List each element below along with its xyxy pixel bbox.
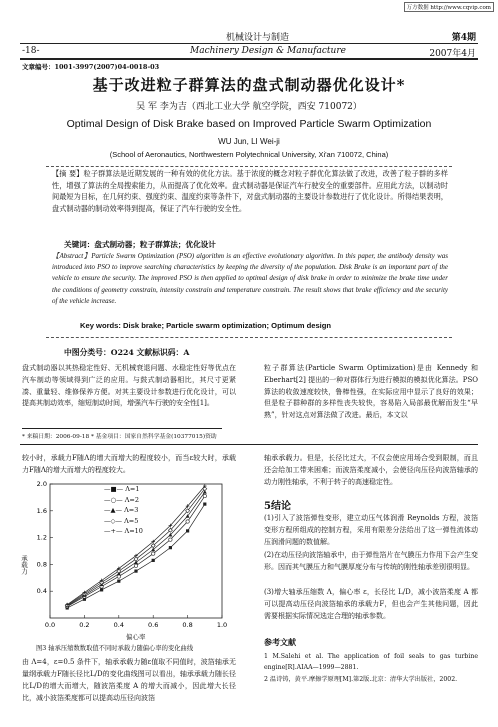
page-number: -18- bbox=[22, 46, 40, 56]
x-tick-label: 1.0 bbox=[216, 621, 228, 629]
x-tick-label: 0.0 bbox=[44, 621, 56, 629]
data-point bbox=[169, 546, 172, 549]
chart-ylabel: 承载力 bbox=[20, 555, 28, 575]
y-tick-label: 1.2 bbox=[36, 533, 47, 542]
x-tick-label: 0.2 bbox=[79, 621, 90, 629]
authors-en: WU Jun, LI Wei-ji bbox=[218, 137, 280, 146]
reference-2: 2 温诗铸，黄平.摩擦学原理[M].第2版.北京：清华大学出版社，2002. bbox=[264, 676, 458, 683]
section-5-heading: 5结论 bbox=[264, 501, 291, 512]
data-point bbox=[152, 559, 155, 562]
journal-name-cn: 机械设计与制造 bbox=[226, 33, 290, 43]
data-point bbox=[203, 494, 206, 497]
keywords-cn: 关键词：盘式制动器；粒子群算法；优化设计 bbox=[64, 240, 216, 249]
legend-entry: —■— Λ=1 bbox=[104, 485, 140, 493]
y-tick-label: 2.0 bbox=[36, 480, 47, 488]
watermark-stamp: 万方数据 http://www.cqvip.com bbox=[404, 2, 494, 12]
chart-xlabel: 偏心率 bbox=[126, 633, 146, 641]
conclusion-3: (3)增大轴承压缩数 Λ，偏心率 ε，长径比 L/D，减小波箔柔度 A 都可以提高动压径向波箔轴承的承载力F，但也会产生其他问题，因此需要根据实际情况选定合理的轴承参数。 bbox=[264, 588, 478, 620]
y-tick-label: 0.8 bbox=[36, 560, 47, 569]
conclusion-1: (1)引入了波箔弹性变形，建立动压气体润滑 Reynolds 方程，波箔变形方程所组成的控制方程，采用有限差分法给出了这一弹性流体动压润滑问题的数值解。 bbox=[264, 514, 478, 546]
data-point bbox=[152, 552, 155, 555]
issue-label: 第4期 bbox=[451, 33, 476, 43]
classification: 中图分类号：O224 文献标识码：A bbox=[64, 348, 190, 357]
conclusion-2: (2)在动压径向波箔轴承中，由于弹性箔片在气膜压力作用下会产生变形。因而其气膜压力和气膜厚度分布与传统的刚性轴承差别很明显。 bbox=[264, 551, 478, 571]
data-point bbox=[186, 520, 189, 523]
chart-legend bbox=[104, 484, 143, 537]
x-tick-label: 0.6 bbox=[148, 621, 159, 629]
data-point bbox=[169, 538, 172, 541]
footnote: * 来稿日期：2006-09-18 * 基金项目：国家自然科学基金(10377015)资助 bbox=[22, 434, 217, 440]
y-tick-label: 1.6 bbox=[36, 506, 47, 515]
abstract-cn: 【摘 要】粒子群算法是近期发展的一种有效的优化方法。基于浓度的概念对粒子群优化算法做了改进，改善了粒子群的多样性，增强了算法的全局搜索能力，从而提高了优化效率。盘式制动器是保证汽车行驶安全的重要部件。应用此方法，以制动时间最短为目标，在几何约束、强度约束、温度约束等条件下，对盘式制动器的主要设计参数进行了优化设计。所得结果表明，盘式制动器的制动效率得到提高，保证了汽车行驶的安全性。 bbox=[52, 169, 448, 213]
data-point bbox=[100, 588, 103, 591]
data-point bbox=[134, 570, 137, 573]
legend-entry: —+— Λ=10 bbox=[104, 527, 143, 535]
left-para-2: 较小时，承载力F随Λ的增大而增大的程度较小，而当ε较大时，承载力F随Λ的增大而增大的程度较大。 bbox=[22, 454, 236, 474]
x-tick-label: 0.4 bbox=[113, 621, 124, 629]
title-en: Optimal Design of Disk Brake based on Improved Particle Swarm Optimization bbox=[66, 118, 432, 130]
legend-entry: —◇— Λ=5 bbox=[104, 516, 139, 525]
data-point bbox=[134, 564, 137, 567]
data-point bbox=[203, 503, 206, 506]
data-point bbox=[117, 580, 120, 583]
legend-entry: —▲— Λ=3 bbox=[104, 506, 139, 514]
keywords-en: Key words: Disk brake; Particle swarm optimization; Optimum design bbox=[80, 321, 332, 330]
references-heading: 参考文献 bbox=[264, 637, 296, 647]
title-cn: 基于改进粒子群算法的盘式制动器优化设计* bbox=[92, 76, 406, 94]
article-number: 文章编号：1001-3997(2007)04-0018-03 bbox=[22, 63, 160, 71]
left-para-3: 由 Λ=4，ε=0.5 条件下，轴承承载力随ε值取不同值时，波箔轴承无量纲承载力F随长径比L/D的变化曲线图可以看出，轴承承载力随长径比L/D的增大而增大，随波箔柔度 A 的增大而减小，因此增大长径比，减小波箔柔度都可以提高动压径向波箔 bbox=[22, 658, 236, 702]
x-tick-label: 0.8 bbox=[182, 621, 193, 629]
y-tick-label: 0.4 bbox=[36, 587, 47, 596]
figure-caption: 图3 轴承压缩数数取值不同时承载力随偏心率的变化曲线 bbox=[36, 645, 194, 652]
intro-left: 盘式制动器以其热稳定性好、无机械衰退问题、水稳定性好等优点在汽车制动等领域得到广泛的应用。与鼓式制动器相比，其尺寸更紧凑、重量轻、维修保养方便。对其主要设计参数进行优化设计，可以提高其制动效率，缩短制动时间，增强汽车行驶的安全性[1]。 bbox=[22, 364, 236, 408]
legend-entry: —○— Λ=2 bbox=[104, 495, 140, 504]
intro-right: 粒子群算法(Particle Swarm Optimization)是由 Kennedy 和 Eberhart[2] 提出的一种对群体行为进行模拟的模拟优化算法。PSO 算法的收敛速度较快，鲁棒性强，在实际应用中显示了良好的效果；但是粒子群种群的多样性丧失较快，容易陷入局部最优解而发生“早熟”，针对这点对算法做了改进。最后，本文以 bbox=[264, 364, 478, 420]
journal-name-en: Machinery Design & Manufacture bbox=[190, 46, 346, 56]
authors-cn: 吴 军 李为吉（西北工业大学 航空学院，西安 710072） bbox=[136, 102, 362, 112]
affiliation-en: (School of Aeronautics, Northwestern Polytechnical University, Xi'an 710072, China) bbox=[109, 150, 389, 159]
right-para-1: 轴承承载力。但是，长径比过大，不仅会使应用场合受到限制，而且还会给加工带来困难；而波箔柔度减小，会使径向压径向波箔轴承的动力刚性轴承，不利于转子的高速稳定性。 bbox=[264, 454, 478, 486]
data-point bbox=[186, 529, 189, 532]
issue-date: 2007年4月 bbox=[429, 49, 476, 59]
abstract-en: 【Abstract】Particle Swarm Optimization (PSO) algorithm is an effective evolutionary algorithm. In this paper, the antibody density was introduced into PSO to improve searching characteristics by keeping the diversity of the population. Disk Brake is an important part of the vehicle to ensure the security. The improved PSO is then applied to optimal design of disk brake in order to minimize the brake time under the conditions of geometry constrain, intensity constrain and temperature constrain. The result shows that brake efficiency and the security of the vehicle increase. bbox=[52, 252, 448, 305]
reference-1: 1 M.Salehi et al. The application of foil seals to gas turbine engine[R].AIAA—1999—2881. bbox=[264, 653, 478, 671]
